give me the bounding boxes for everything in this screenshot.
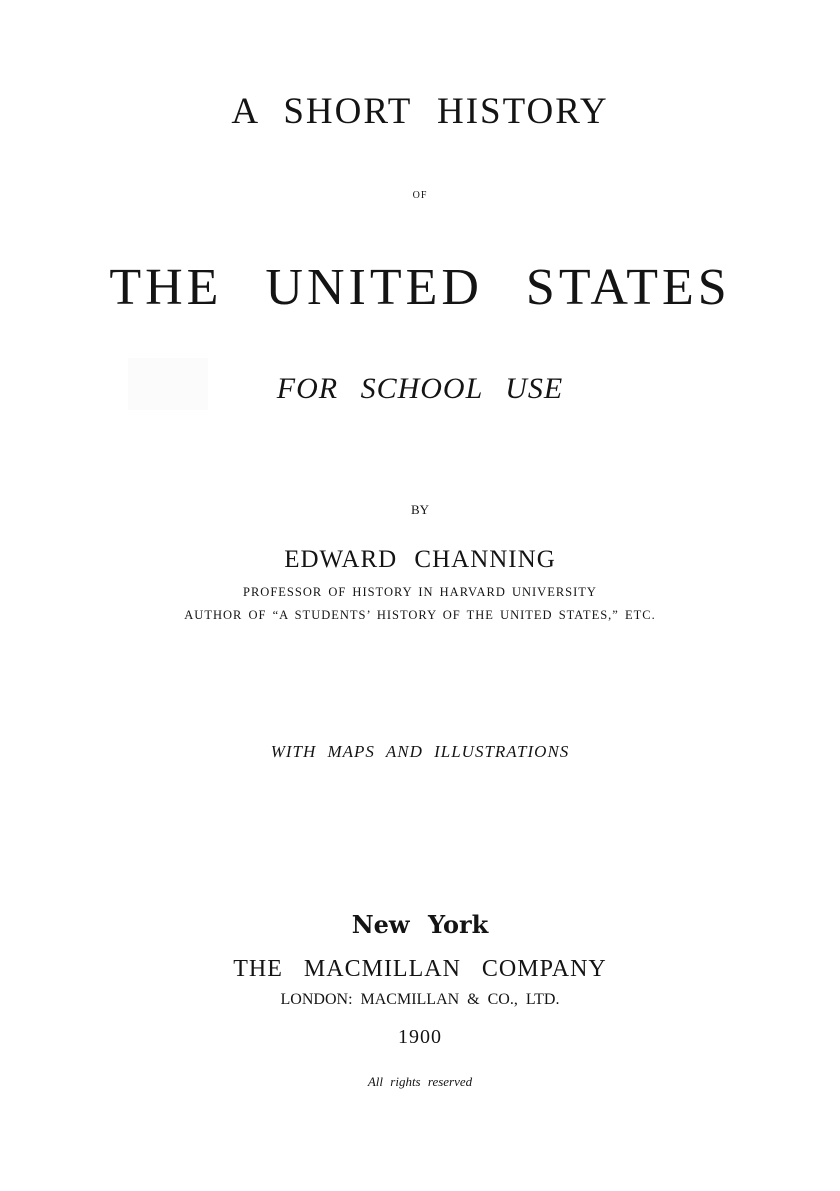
author-credit-previous-work: AUTHOR OF “A STUDENTS’ HISTORY OF THE UNITED STATES,” ETC. xyxy=(184,608,656,622)
rights-notice: All rights reserved xyxy=(367,1074,473,1089)
publication-year: 1900 xyxy=(398,1026,442,1048)
author-name: EDWARD CHANNING xyxy=(284,546,556,573)
author-credit-professor: PROFESSOR OF HISTORY IN HARVARD UNIVERSITY xyxy=(243,585,597,599)
publisher-name: THE MACMILLAN COMPANY xyxy=(233,956,607,982)
imprint-city: New York xyxy=(351,910,489,939)
book-title-line-1: A SHORT HISTORY xyxy=(231,91,609,132)
book-title-line-2: THE UNITED STATES xyxy=(109,259,731,316)
title-connector: OF xyxy=(412,190,428,201)
publisher-london: LONDON: MACMILLAN & CO., LTD. xyxy=(280,991,560,1008)
by-label: BY xyxy=(410,502,430,517)
book-subtitle: FOR SCHOOL USE xyxy=(276,372,564,405)
illustrations-note: WITH MAPS AND ILLUSTRATIONS xyxy=(270,742,570,761)
